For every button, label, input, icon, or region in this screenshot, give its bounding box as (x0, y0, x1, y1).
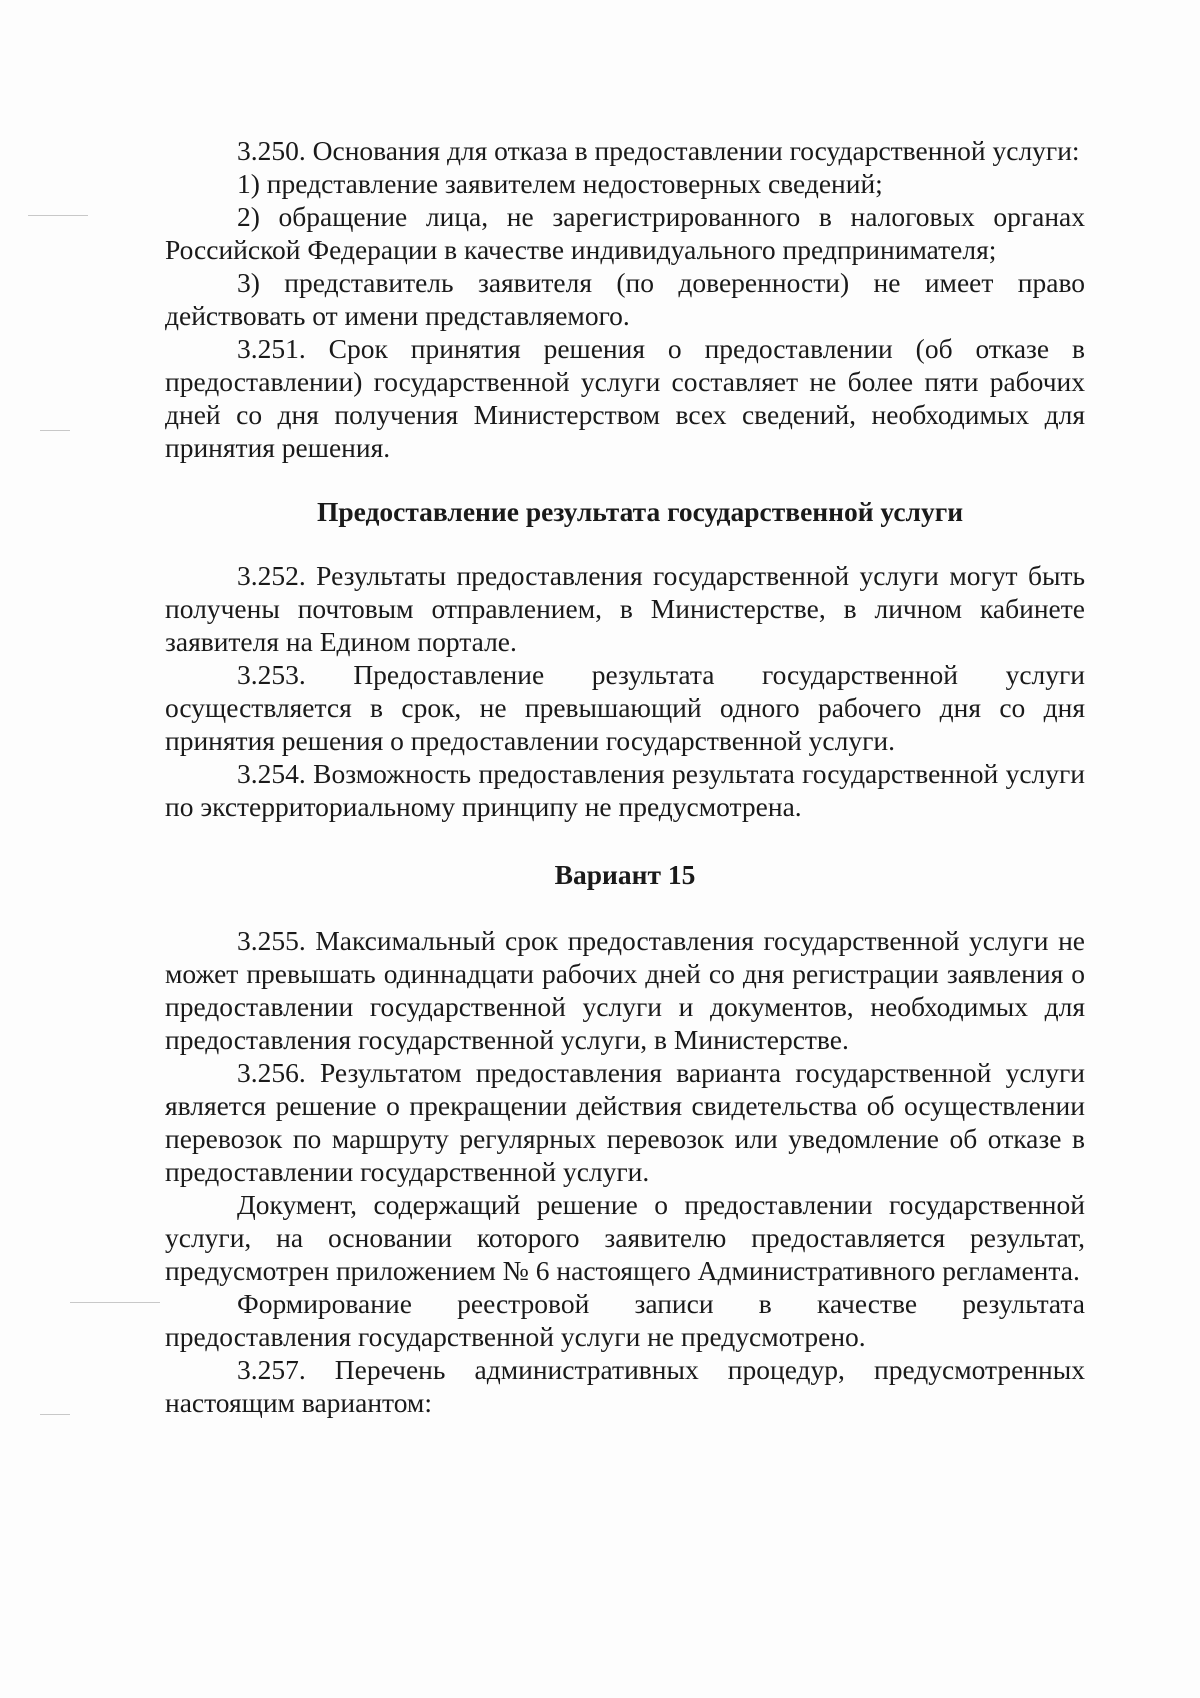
heading-result: Предоставление результата государственной услуги (316, 496, 964, 527)
paragraph-3-255: 3.255. Максимальный срок предоставления государственной услуги не может превышать одиннадцати рабочих дней со дня регистрации заявления о предоставлении государственной услуги и документов, необходимых для предоставления государственной услуги, в Министерстве. (165, 925, 1085, 1055)
section-result-delivery (165, 559, 1085, 823)
paragraph-3-256: 3.256. Результатом предоставления варианта государственной услуги является решение о прекращении действия свидетельства об осуществлении перевозок по маршруту регулярных перевозок или уведомление об отказе в предоставлении государственной услуги. (165, 1057, 1085, 1187)
paragraph-3-253: 3.253. Предоставление результата государственной услуги осуществляется в срок, не превышающий одного рабочего дня со дня принятия решения о предоставлении государственной услуги. (165, 659, 1085, 756)
paragraph-3-251: 3.251. Срок принятия решения о предоставлении (об отказе в предоставлении) государственной услуги составляет не более пяти рабочих дней со дня получения Министерством всех сведений, необходимых для принятия решения. (165, 333, 1085, 463)
paragraph-3-252: 3.252. Результаты предоставления государственной услуги могут быть получены почтовым отправлением, в Министерстве, в личном кабинете заявителя на Едином портале. (165, 560, 1085, 657)
scan-artifact (40, 430, 70, 431)
paragraph-3-250: 3.250. Основания для отказа в предоставлении государственной услуги: (237, 135, 1080, 166)
scan-artifact (28, 215, 88, 216)
scan-artifact (40, 1414, 70, 1415)
list-item-3: 3) представитель заявителя (по доверенности) не имеет право действовать от имени представляемого. (165, 267, 1085, 331)
heading-variant: Вариант 15 (554, 859, 696, 890)
section-variant-15 (165, 924, 1085, 1419)
paragraph-3-257: 3.257. Перечень административных процедур, предусмотренных настоящим вариантом: (165, 1354, 1085, 1418)
paragraph-registry-record: Формирование реестровой записи в качестве результата предоставления государственной услуги не предусмотрено. (165, 1288, 1085, 1352)
list-item-2: 2) обращение лица, не зарегистрированного в налоговых органах Российской Федерации в качестве индивидуального предпринимателя; (165, 201, 1085, 265)
paragraph-document-decision: Документ, содержащий решение о предоставлении государственной услуги, на основании которого заявителю предоставляется результат, предусмотрен приложением № 6 настоящего Административного регламента. (165, 1189, 1085, 1286)
scan-artifact (70, 1302, 160, 1303)
document-body (165, 134, 1085, 1419)
list-item-1: 1) представление заявителем недостоверных сведений; (237, 168, 883, 199)
section-refusal-grounds (165, 134, 1085, 464)
paragraph-3-254: 3.254. Возможность предоставления результата государственной услуги по экстерриториальному принципу не предусмотрена. (165, 758, 1085, 822)
